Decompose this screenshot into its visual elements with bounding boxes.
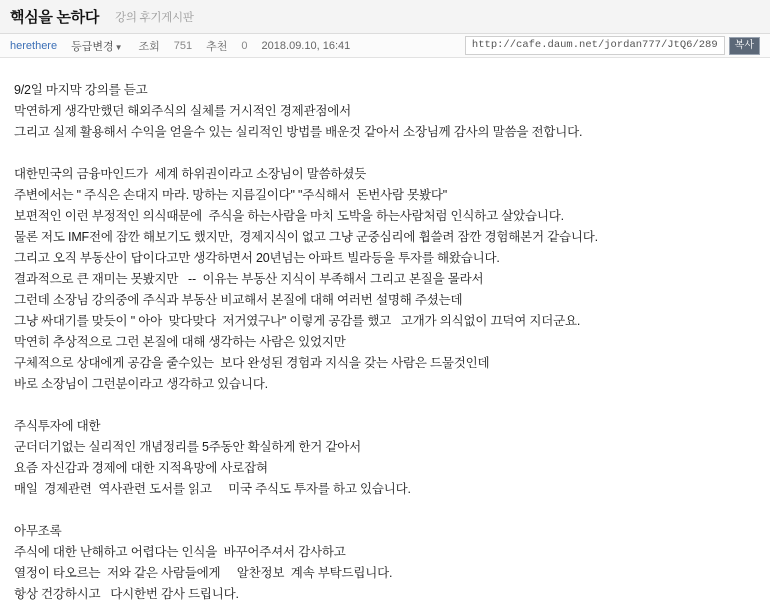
body-line: 보편적인 이런 부정적인 의식때문에 주식을 하는사람을 마치 도박을 하는사람처럼 인식하고 살았습니다. [14, 209, 564, 223]
body-line: 주식에 대한 난해하고 어렵다는 인식을 바꾸어주셔서 감사하고 [14, 545, 346, 559]
grade-change-button[interactable] [71, 38, 122, 54]
author-link[interactable]: herethere [10, 39, 58, 52]
body-blank-line [14, 143, 756, 164]
body-line: 구체적으로 상대에게 공감을 줄수있는 보다 완성된 경험과 지식을 갖는 사람은 드물것인데 [14, 356, 490, 370]
views-label: 조회 [138, 40, 160, 53]
body-line: 주식투자에 대한 [14, 419, 101, 433]
post-meta-bar [0, 34, 770, 58]
body-line: 그런데 소장님 강의중에 주식과 부동산 비교해서 본질에 대해 여러번 설명해 주셨는데 [14, 293, 463, 307]
meta-right-group [465, 36, 760, 55]
body-line: 막연하게 생각만했던 해외주식의 실체를 거시적인 경제관점에서 [14, 104, 351, 118]
post-body [0, 58, 770, 605]
body-blank-line [14, 500, 756, 521]
body-line: 결과적으로 큰 재미는 못봤지만 -- 이유는 부동산 지식이 부족해서 그리고 본질을 몰라서 [14, 272, 484, 286]
body-line: 주변에서는 " 주식은 손대지 마라. 망하는 지름길이다" "주식해서 돈번사람 못봤다" [14, 188, 447, 202]
body-line: 매일 경제관련 역사관련 도서를 읽고 미국 주식도 투자를 하고 있습니다. [14, 482, 411, 496]
views-count: 751 [173, 39, 193, 52]
title-bar [0, 0, 770, 34]
body-blank-line [14, 395, 756, 416]
body-line: 그리고 오직 부동산이 답이다고만 생각하면서 20년넘는 아파트 빌라등을 투자를 해왔습니다. [14, 251, 500, 265]
grade-change-label: 등급변경 [71, 40, 114, 53]
body-line: 열정이 타오르는 저와 같은 사람들에게 알찬정보 계속 부탁드립니다. [14, 566, 393, 580]
post-url-field[interactable]: http://cafe.daum.net/jordan777/JtQ6/289 [465, 36, 725, 55]
body-line: 요즘 자신감과 경제에 대한 지적욕망에 사로잡혀 [14, 461, 268, 475]
post-date: 2018.09.10, 16:41 [261, 39, 351, 52]
body-line: 9/2일 마지막 강의를 듣고 [14, 83, 148, 97]
board-name[interactable]: 강의 후기게시판 [115, 11, 194, 24]
copy-url-button[interactable]: 복사 [729, 37, 760, 55]
meta-left-group [10, 38, 350, 54]
body-line: 군더더기없는 실리적인 개념정리를 5주동안 확실하게 한거 같아서 [14, 440, 362, 454]
body-line: 항상 건강하시고 다시한번 감사 드립니다. [14, 587, 239, 601]
body-line: 대한민국의 금융마인드가 세계 하위권이라고 소장님이 말씀하셨듯 [14, 167, 367, 181]
body-line: 물론 저도 IMF전에 잠깐 해보기도 했지만, 경제지식이 없고 그냥 군중심리에 휩쓸려 잠깐 경험해본거 같습니다. [14, 230, 598, 244]
body-line: 막연히 추상적으로 그런 본질에 대해 생각하는 사람은 있었지만 [14, 335, 346, 349]
page-title: 핵심을 논하다 [10, 9, 100, 26]
body-line: 그냥 싸대기를 맞듯이 " 아아 맞다맞다 저거였구나" 이렇게 공감를 했고 고개가 의식없이 끄덕여 지더군요. [14, 314, 581, 328]
recommend-label: 추천 [206, 40, 228, 53]
body-line: 그리고 실제 활용해서 수익을 얻을수 있는 실리적인 방법를 배운것 같아서 소장님께 감사의 말씀을 전합니다. [14, 125, 583, 139]
recommend-count: 0 [241, 39, 248, 52]
body-line: 아무조록 [14, 524, 62, 538]
body-line: 바로 소장님이 그런분이라고 생각하고 있습니다. [14, 377, 268, 391]
chevron-down-icon: ▼ [114, 42, 123, 52]
